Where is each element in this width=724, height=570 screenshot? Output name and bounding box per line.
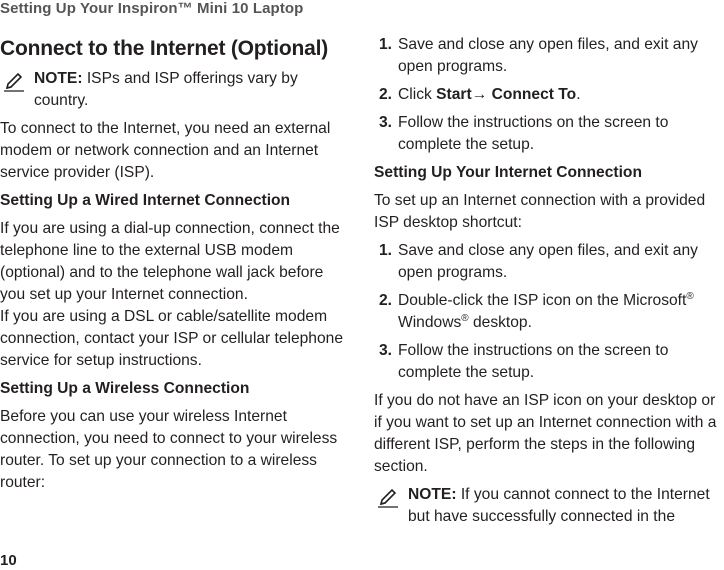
step-text: Save and close any open files, and exit any open programs. (398, 36, 698, 75)
isp-shortcut-steps (374, 240, 724, 384)
list-item (374, 340, 724, 384)
step-text-post: . (576, 86, 581, 103)
list-item (374, 290, 724, 334)
wired-dialup-paragraph: If you are using a dial-up connection, connect the telephone line to the external USB modem (optional) and to the telephone wall jack before you set up your Internet connection. (0, 220, 340, 303)
step-number: 3. (378, 114, 392, 131)
step-text-pre: Double-click the ISP icon on the Microsoft (398, 292, 687, 309)
running-head: Setting Up Your Inspiron™ Mini 10 Laptop (0, 0, 304, 17)
right-column (374, 34, 724, 534)
setup-connection-heading: Setting Up Your Internet Connection (374, 164, 642, 181)
note-isp-offerings (0, 68, 350, 112)
wireless-paragraph: Before you can use your wireless Internet connection, you need to connect to your wireless router. To set up your connection to a wireless router: (0, 408, 338, 491)
note-label: NOTE: (408, 486, 457, 503)
wireless-heading: Setting Up a Wireless Connection (0, 380, 250, 397)
step-text: Save and close any open files, and exit any open programs. (398, 242, 698, 281)
note-cannot-connect (374, 484, 724, 528)
list-item (374, 84, 724, 106)
list-item (374, 112, 724, 156)
step-text: Follow the instructions on the screen to complete the setup. (398, 342, 669, 381)
step-number: 1. (378, 242, 392, 259)
step-number: 1. (378, 36, 392, 53)
step-number: 3. (378, 342, 392, 359)
setup-intro-paragraph: To set up an Internet connection with a provided ISP desktop shortcut: (374, 192, 706, 231)
start-menu-label: Start (436, 86, 472, 103)
registered-mark: ® (686, 291, 694, 302)
note-label: NOTE: (34, 70, 83, 87)
step-text-mid: Windows (398, 314, 462, 331)
note-text: If you cannot connect to the Internet but have successfully connected in the (408, 486, 710, 525)
note-text: ISPs and ISP offerings vary by country. (34, 70, 298, 109)
left-column (0, 34, 350, 494)
wired-dsl-paragraph: If you are using a DSL or cable/satellite modem connection, contact your ISP or cellular telephone service for setup instructions. (0, 308, 343, 369)
arrow-glyph: → (471, 86, 492, 103)
wired-heading: Setting Up a Wired Internet Connection (0, 192, 291, 209)
connect-to-label: Connect To (491, 86, 577, 103)
step-text: Follow the instructions on the screen to complete the setup. (398, 114, 669, 153)
pencil-note-icon (3, 70, 25, 92)
step-number: 2. (378, 86, 392, 103)
page-number: 10 (0, 552, 17, 569)
registered-mark: ® (461, 313, 469, 324)
pencil-note-icon (377, 486, 399, 508)
step-number: 2. (378, 292, 392, 309)
wireless-steps (374, 34, 724, 156)
section-title: Connect to the Internet (Optional) (0, 37, 329, 60)
list-item (374, 240, 724, 284)
step-text-pre: Click (398, 86, 437, 103)
no-icon-paragraph: If you do not have an ISP icon on your desktop or if you want to set up an Internet connection with a different ISP, perform the steps in the following section. (374, 392, 717, 475)
list-item (374, 34, 724, 78)
step-text-post: desktop. (468, 314, 532, 331)
intro-paragraph: To connect to the Internet, you need an external modem or network connection and an Internet service provider (ISP). (0, 120, 331, 181)
